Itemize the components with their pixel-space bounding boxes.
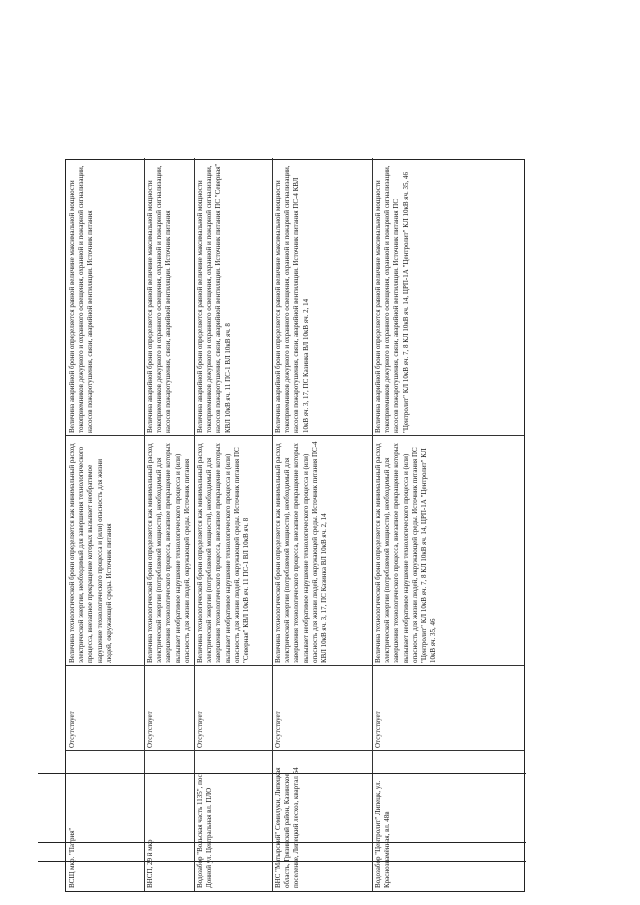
- table-cell-col1: ВНСП, 29 й мкр: [146, 839, 154, 888]
- table-cell-col1: Водозабор "Центролит" Липецк, ул. Краснознамённая, вл. 48в: [374, 780, 392, 888]
- table-cell-col4: Величина аварийной брони определяется равной величине максимальной мощности токоприемников дежурного и охранного освещения, охранной и пожарной сигнализации, насосов пожаротушения, связи, аварийной вентиляции. Источник питания: [68, 165, 95, 433]
- table-cell-col1: ВНС "Матырский" Семилуки, Липецкая область, Грязинский район, Казинское поселение, Липецкий лесхоз, квартал 54: [274, 767, 301, 888]
- footer-rule: [38, 842, 526, 843]
- table-row: [144, 158, 194, 891]
- table-cell-col3: Величина технологической брони определяется как минимальный расход электрической энергии (потребляемой мощности), необходимый для завершения технологического процесса, внезапное прекращение которых вызывает необратимое нарушение технологического процесса и (или) опасность для жизни людей, окружающей среды. Источник питания ПС "Центролит" КЛ 10кВ яч. 7, 8 КЛ 10кВ яч. 14, ЦРП-1А "Центролит" КЛ 10кВ яч. 35, 46: [374, 443, 438, 663]
- table-cell-col3: Величина технологической брони определяется как минимальный расход электрической энергии (потребляемой мощности), необходимый для завершения технологического процесса, внезапное прекращение которых вызывает необратимое нарушение технологического процесса и (или) опасность для жизни людей, окружающей среды. Источник питания ПС "Северная" КВЛ 10кВ яч. 11 ПС-1 ВЛ 10кВ яч. 8: [196, 443, 251, 663]
- table-row: [66, 158, 144, 891]
- table-cell-col4: Величина аварийной брони определяется равной величине максимальной мощности токоприемников дежурного и охранного освещения, охранной и пожарной сигнализации, насосов пожаротушения, связи, аварийной вентиляции. Источник питания ПС "Центролит" КЛ 10кВ яч. 7, 8 КЛ 10кВ яч. 14, ЦРП-1А "Центролит" КЛ 10кВ яч. 35, 46: [374, 165, 410, 433]
- table-cell-col2: Отсутствует: [196, 711, 204, 748]
- table-cell-col2: Отсутствует: [374, 711, 382, 748]
- table-cell-col1: ВСЩ мкр. "Патрия": [68, 827, 76, 888]
- table-cell-col4: Величина аварийной брони определяется равной величине максимальной мощности токоприемников дежурного и охранного освещения, охранной и пожарной сигнализации, насосов пожаротушения, связи, аварийной вентиляции. Источник питания: [146, 165, 173, 433]
- table-row: [272, 158, 372, 891]
- table-cell-col4: Величина аварийной брони определяется равной величине максимальной мощности токоприемников дежурного и охранного освещения, охранной и пожарной сигнализации, насосов пожаротушения, связи, аварийной вентиляции. Источник питания ПС-4 КВЛ 10кВ яч. 3, 17, ПС Казинка ВЛ 10кВ яч. 2, 14: [274, 165, 310, 433]
- footer-rule: [38, 773, 526, 774]
- table-cell-col3: Величина технологической брони определяется как минимальный расход электрической энергии, необходимый для завершения технологического процесса, внезапное прекращение которых вызывает необратимое нарушение технологического процесса и (или) опасность для жизни людей, окружающей среды. Источник питания: [68, 443, 113, 663]
- table-cell-col3: Величина технологической брони определяется как минимальный расход электрической энергии (потребляемой мощности), необходимый для завершения технологического процесса, внезапное прекращение которых вызывает необратимое нарушение технологического процесса и (или) опасность для жизни людей, окружающей среды. Источник питания: [146, 443, 191, 663]
- table-row: [194, 158, 272, 891]
- table-cell-col3: Величина технологической брони определяется как минимальный расход электрической энергии (потребляемой мощности), необходимый для завершения технологического процесса, внезапное прекращение которых вызывает необратимое нарушение технологического процесса и (или) опасность для жизни людей, окружающей среды. Источник питания ПС-4 КВЛ 10кВ яч. 3, 17, ПС Казинка ВЛ 10кВ яч. 2, 14: [274, 441, 329, 663]
- footer-rule: [38, 861, 526, 862]
- table-cell-col2: Отсутствует: [274, 711, 282, 748]
- table-cell-col4: Величина аварийной брони определяется равной величине максимальной мощности токоприемников дежурного и охранного освещения, охранной и пожарной сигнализации, насосов пожаротушения, связи, аварийной вентиляции. Источник питания ПС "Северная" КВЛ 10кВ яч. 11 ПС-1 ВЛ 10кВ яч. 8: [196, 163, 232, 433]
- table-cell-col1: Водозабор "Вольская часть 1135", пос. Донной ул. Центральная вл. ПЛО: [196, 772, 214, 888]
- rotated-data-table: [65, 159, 525, 892]
- table-cell-col2: Отсутствует: [146, 711, 154, 748]
- table-row: [372, 158, 526, 891]
- table-cell-col2: Отсутствует: [68, 711, 76, 748]
